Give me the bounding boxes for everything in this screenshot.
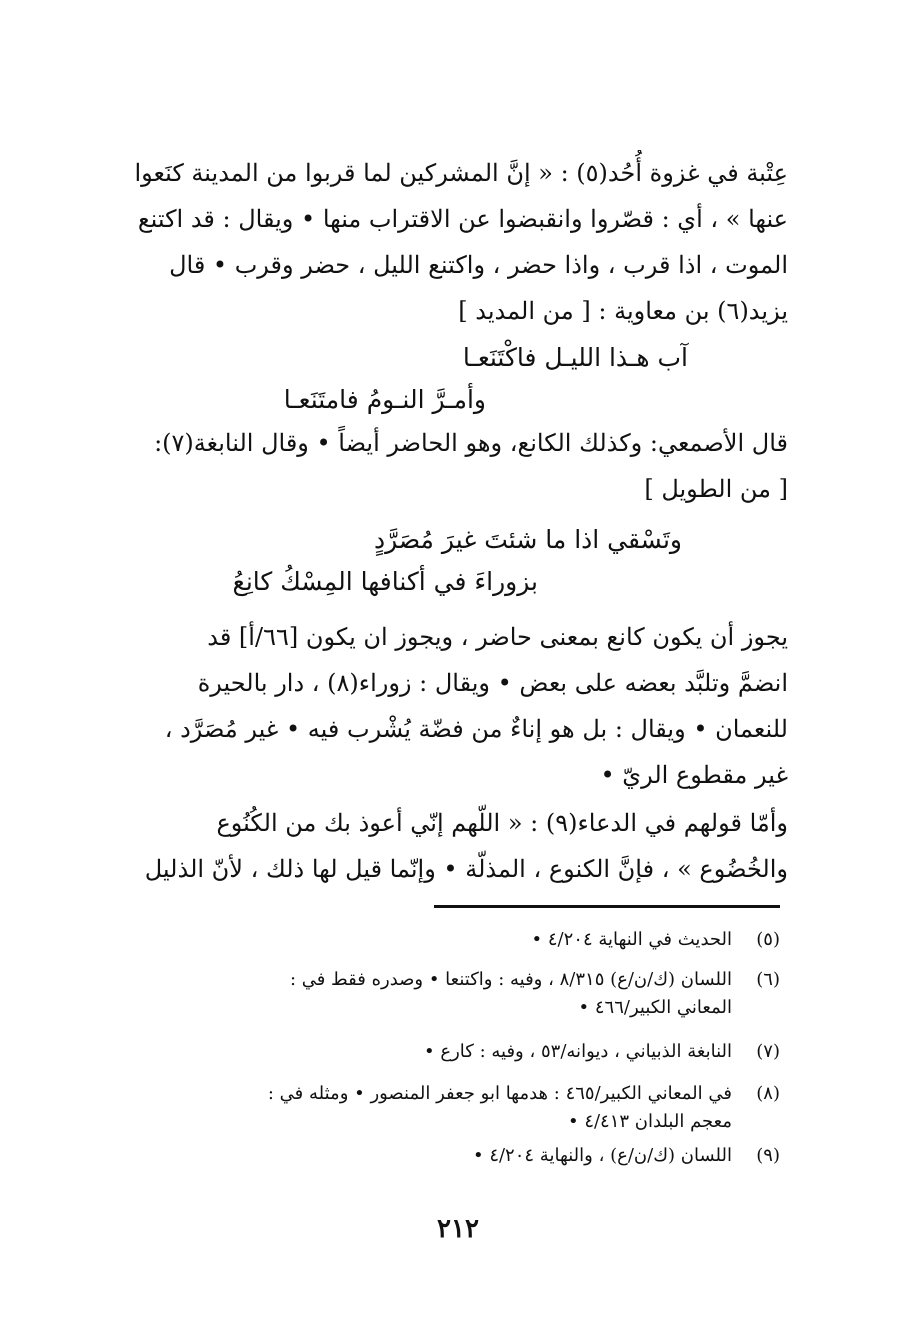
footnote-text: المعاني الكبير/٤٦٦ • — [578, 997, 732, 1018]
footnote-text: في المعاني الكبير/٤٦٥ : هدمها ابو جعفر المنصور • ومثله في : — [267, 1083, 732, 1104]
paragraph-1 — [128, 150, 788, 334]
text-line: قال الأصمعي: وكذلك الكانع، وهو الحاضر أيضاً • وقال النابغة(٧): — [154, 429, 788, 457]
verse-2-line-2: بزوراءَ في أكنافها المِسْكُ كانِعُ — [232, 567, 538, 596]
paragraph-2 — [128, 420, 788, 512]
paragraph-4 — [128, 800, 788, 892]
footnote-separator — [434, 905, 780, 908]
verse-2-line-1: وتَسْقي اذا ما شئتَ غيرَ مُصَرَّدٍ — [373, 525, 682, 554]
footnote-text: معجم البلدان ٤/٤١٣ • — [567, 1111, 732, 1132]
footnote-number: (٥) — [756, 929, 780, 950]
footnote-number: (٩) — [756, 1145, 780, 1166]
footnote-number: (٨) — [756, 1083, 780, 1104]
text-line: والخُضُوع » ، فإنَّ الكنوع ، المذلّة • وإنّما قيل لها ذلك ، لأنّ الذليل — [144, 855, 788, 883]
text-line: يزيد(٦) بن معاوية : [ من المديد ] — [458, 297, 788, 325]
footnote-text: النابغة الذبياني ، ديوانه/٥٣ ، وفيه : كارع • — [424, 1041, 732, 1062]
text-line: غير مقطوع الريّ • — [600, 761, 788, 789]
footnote-text: الحديث في النهاية ٤/٢٠٤ • — [531, 929, 732, 950]
paragraph-3 — [128, 614, 788, 798]
verse-1-line-1: آب هـذا الليـل فاكْتَنَعـا — [462, 343, 688, 372]
text-line: عنها » ، أي : قصّروا وانقبضوا عن الاقتراب منها • ويقال : قد اكتنع — [137, 205, 788, 233]
footnote-text: اللسان (ك/ن/ع) ، والنهاية ٤/٢٠٤ • — [472, 1145, 732, 1166]
text-line: للنعمان • ويقال : بل هو إناءٌ من فضّة يُشْرب فيه • غير مُصَرَّد ، — [164, 715, 788, 743]
text-line: يجوز أن يكون كانع بمعنى حاضر ، ويجوز ان يكون [٦٦/أ] قد — [207, 623, 788, 651]
text-line: الموت ، اذا قرب ، واذا حضر ، واكتنع الليل ، حضر وقرب • قال — [169, 251, 788, 279]
text-line: عِتْبة في غزوة أُحُد(٥) : « إنَّ المشركين لما قربوا من المدينة كنَعوا — [134, 159, 788, 187]
footnote-number: (٧) — [756, 1041, 780, 1062]
text-line: [ من الطويل ] — [644, 475, 788, 503]
text-line: وأمّا قولهم في الدعاء(٩) : « اللّهم إنّي أعوذ بك من الكُنُوع — [216, 809, 788, 837]
footnote-text: اللسان (ك/ن/ع) ٨/٣١٥ ، وفيه : واكتنعا • وصدره فقط في : — [289, 969, 732, 990]
page-number: ٢١٢ — [437, 1214, 479, 1244]
footnote-number: (٦) — [756, 969, 780, 990]
text-line: انضمَّ وتلبَّد بعضه على بعض • ويقال : زوراء(٨) ، دار بالحيرة — [197, 669, 788, 697]
verse-1-line-2: وأمـرَّ النـومُ فامتَنَعـا — [283, 385, 486, 414]
